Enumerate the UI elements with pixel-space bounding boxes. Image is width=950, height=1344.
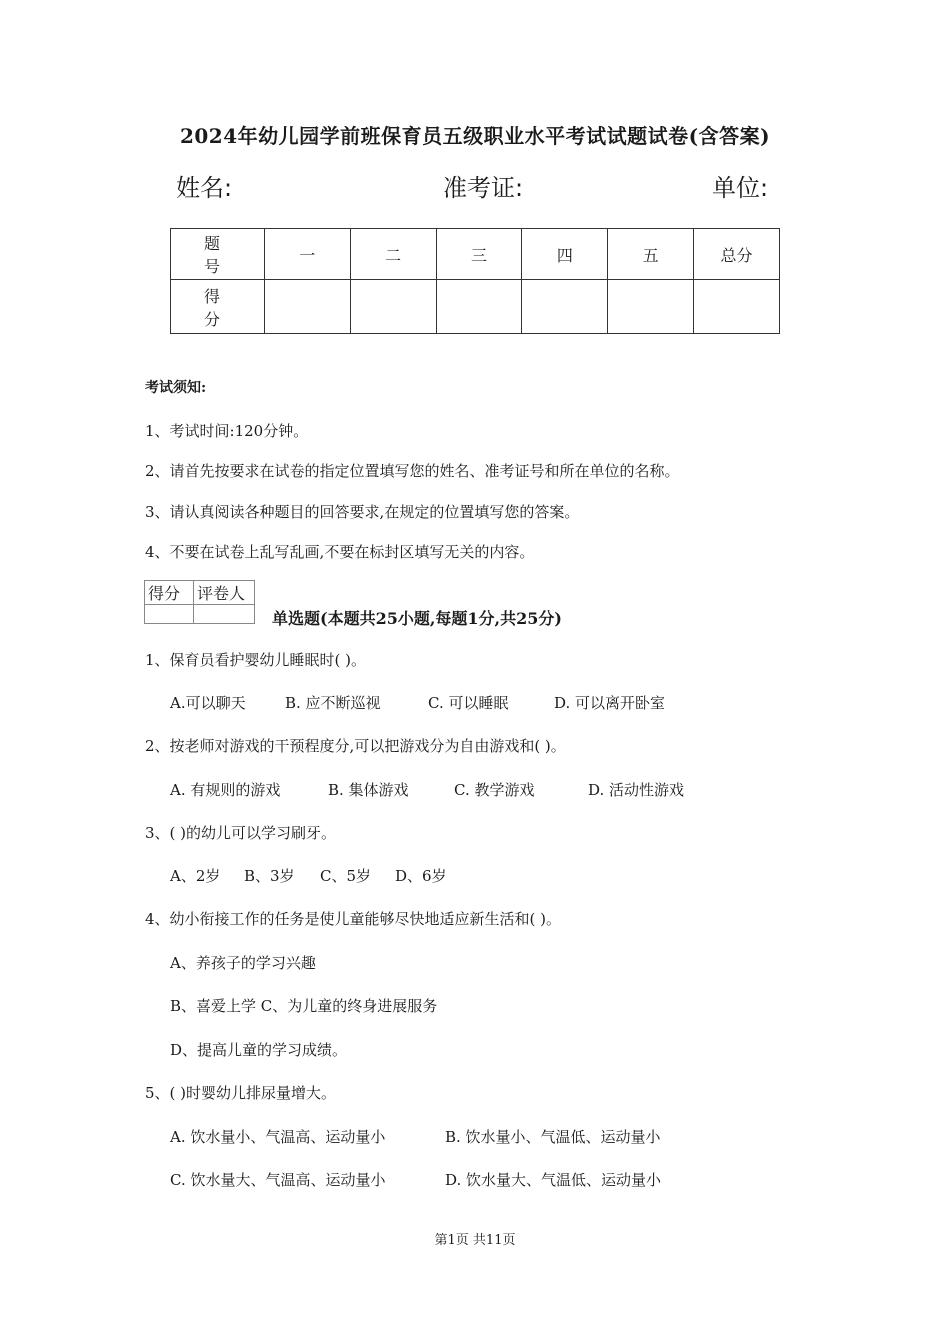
exam-number-field-label: 准考证: [443,174,524,202]
notice-heading: 考试须知: [145,380,207,396]
exam-title: 2024年幼儿园学前班保育员五级职业水平考试试题试卷(含答案) [179,124,771,148]
score-table [170,228,780,334]
grader-score-cell[interactable] [145,605,194,624]
score-table-cell: 四 [522,229,608,280]
score-table-cell: 题 号 [171,229,265,280]
question-text: 5、( )时婴幼儿排尿量增大。 [145,1084,337,1102]
question-option: D. 可以离开卧室 [554,694,666,712]
score-table-cell[interactable] [694,280,780,334]
question-text: 2、按老师对游戏的干预程度分,可以把游戏分为自由游戏和( )。 [145,737,566,755]
score-table-score-row [171,280,780,334]
question-option: B、喜爱上学 C、为儿童的终身进展服务 [170,997,438,1015]
question-option: C、5岁 [320,867,372,885]
question-option: D、提高儿童的学习成绩。 [170,1041,348,1059]
question-option: D、6岁 [395,867,447,885]
question-option: A、养孩子的学习兴趣 [170,954,316,972]
question-option: C. 可以睡眠 [428,694,509,712]
page-footer: 第1页 共11页 [434,1233,516,1248]
question-text: 1、保育员看护婴幼儿睡眠时( )。 [145,651,367,669]
score-table-cell: 二 [350,229,436,280]
notice-item: 3、请认真阅读各种题目的回答要求,在规定的位置填写您的答案。 [145,503,580,521]
notice-item: 2、请首先按要求在试卷的指定位置填写您的姓名、准考证号和所在单位的名称。 [145,462,680,480]
grader-name-label: 评卷人 [194,581,255,605]
notice-item: 4、不要在试卷上乱写乱画,不要在标封区填写无关的内容。 [145,543,535,561]
score-table-cell[interactable] [264,280,350,334]
section-title: 单选题(本题共25小题,每题1分,共25分) [272,609,562,628]
score-table-cell[interactable] [522,280,608,334]
grader-name-cell[interactable] [194,605,255,624]
grader-score-label: 得分 [145,581,194,605]
score-table-cell[interactable] [350,280,436,334]
question-option: D. 活动性游戏 [588,781,685,799]
question-option: D. 饮水量大、气温低、运动量小 [445,1171,662,1189]
question-option: B. 集体游戏 [328,781,409,799]
question-text: 3、( )的幼儿可以学习刷牙。 [145,824,337,842]
question-option: B. 应不断巡视 [285,694,381,712]
question-option: A、2岁 [170,867,221,885]
question-option: C. 饮水量大、气温高、运动量小 [170,1171,386,1189]
name-field-label: 姓名: [176,174,233,202]
score-table-cell[interactable] [608,280,694,334]
notice-item: 1、考试时间:120分钟。 [145,422,309,440]
unit-field-label: 单位: [712,174,769,202]
question-option: C. 教学游戏 [454,781,535,799]
question-option: A.可以聊天 [170,694,246,712]
score-table-cell: 三 [436,229,522,280]
score-table-cell[interactable] [436,280,522,334]
question-option: A. 饮水量小、气温高、运动量小 [170,1128,386,1146]
question-option: A. 有规则的游戏 [170,781,281,799]
score-table-cell: 五 [608,229,694,280]
score-table-cell: 得 分 [171,280,265,334]
grader-box [144,580,255,624]
question-text: 4、幼小衔接工作的任务是使儿童能够尽快地适应新生活和( )。 [145,910,562,928]
question-option: B. 饮水量小、气温低、运动量小 [445,1128,661,1146]
question-option: B、3岁 [244,867,295,885]
score-table-cell: 一 [264,229,350,280]
score-table-cell: 总分 [694,229,780,280]
candidate-fields [0,168,950,204]
score-table-header-row [171,229,780,280]
